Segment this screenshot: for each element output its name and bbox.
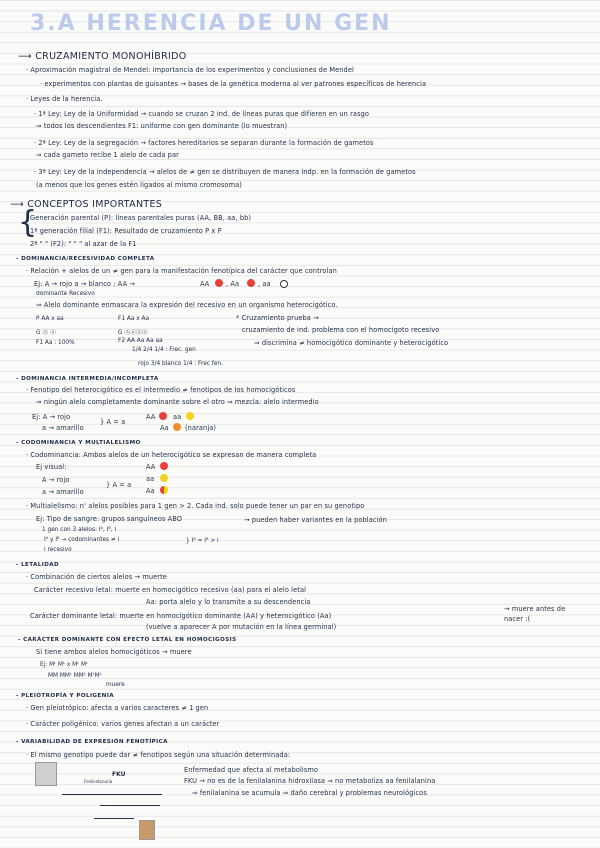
text-line: ⇒ fenilalanina se acumula ⇒ daño cerebral y problemas neurológicos xyxy=(192,789,427,797)
text-line: * Cruzamiento prueba → xyxy=(236,314,319,322)
text-line: Ej: A → rojo a → blanco : AA → xyxy=(34,280,135,288)
text-line: · 3ª Ley: Ley de la independencia → alelos de ≠ gen se distribuyen de manera indp. en la formación de gametos xyxy=(34,168,416,176)
orange-flower-icon xyxy=(173,423,181,431)
cross-line: F1 Aa : 100% xyxy=(36,340,75,346)
text-line: A → rojo xyxy=(42,476,70,484)
text-line: Iᴬ y Iᴮ → codominantes ≠ i xyxy=(44,537,120,543)
genotype-label: AA xyxy=(146,463,156,471)
text-line: · Aproximación magistral de Mendel: importancia de los experimentos y conclusiones de Mendel xyxy=(26,66,354,74)
section-heading-dominancia: - DOMINANCIA/RECESIVIDAD COMPLETA xyxy=(16,256,155,262)
genotype-label: Aa xyxy=(160,424,169,432)
text-line: (naranja) xyxy=(185,424,217,432)
section-heading-dominante-letal: - CARÁCTER DOMINANTE CON EFECTO LETAL EN HOMOCIGOSIS xyxy=(18,637,237,643)
cross-line: muere xyxy=(106,682,125,688)
yellow-flower-icon xyxy=(186,412,194,420)
section-heading-variabilidad: - VARIABILIDAD DE EXPRESIÓN FENOTÍPICA xyxy=(16,739,168,745)
red-flower-icon xyxy=(159,412,167,420)
text-line: a → amarillo xyxy=(42,488,84,496)
section-heading-codominancia: - CODOMINANCIA Y MULTIALELISMO xyxy=(16,440,141,446)
section-heading-intermedia: - DOMINANCIA INTERMEDIA/INCOMPLETA xyxy=(16,376,159,382)
text-line: i recesivo xyxy=(44,547,72,553)
text-line: Si tiene ambos alelos homocigóticos → muere xyxy=(36,648,192,656)
page-title: 3.A HERENCIA DE UN GEN xyxy=(30,11,392,36)
text-line: · Fenotipo del heterocigótico es el intermedio ≠ fenotipos de los homocigóticos xyxy=(26,386,296,394)
red-flower-icon xyxy=(215,279,223,287)
text-line: a → amarillo xyxy=(42,424,84,432)
genotype-label: AA xyxy=(200,280,210,288)
genotype-label: , Aa xyxy=(226,280,240,288)
text-line: (a menos que los genes estén ligados al mismo cromosoma) xyxy=(36,181,242,189)
genotype-label: AA xyxy=(146,413,156,421)
text-line: → pueden haber variantes en la población xyxy=(244,516,387,524)
figure-title: FKU xyxy=(112,771,126,778)
genotype-label: , aa xyxy=(258,280,271,288)
text-line: Carácter recesivo letal: muerte en homocigótico recesivo (aa) para el alelo letal xyxy=(34,586,307,594)
genotype-label: aa xyxy=(173,413,182,421)
text-line: ⇒ Alelo dominante enmascara la expresión del recesivo en un organismo heterocigótico. xyxy=(36,301,338,309)
section-heading-cruzamiento: ⟶ CRUZAMIENTO MONOHÍBRIDO xyxy=(18,51,187,62)
red-flower-icon xyxy=(247,279,255,287)
cross-line: G ⒶⓐⒶⓐ xyxy=(118,330,148,336)
text-line: · experimentos con plantas de guisantes → bases de la genética moderna al ver patrones específicos de herencia xyxy=(40,80,427,88)
brace-icon: { xyxy=(18,205,38,240)
text-line: · Multialelismo: n' alelos posibles para 1 gen > 2. Cada ind. solo puede tener un par en su genotipo xyxy=(26,502,365,510)
section-heading-pleiotropia: - PLEIOTROPÍA Y POLIGENIA xyxy=(16,693,114,699)
text-line: · Codominancia: Ambos alelos de un heterocigótico se expresan de manera completa xyxy=(26,451,317,459)
red-flower-icon xyxy=(160,462,168,470)
text-line: → muere antes de nacer :( xyxy=(504,605,566,623)
white-flower-icon xyxy=(280,280,288,288)
text-line: · 1ª Ley: Ley de la Uniformidad → cuando se cruzan 2 ind. de líneas puras que difieren en un rasgo xyxy=(34,110,370,118)
text-line: · El mismo genotipo puede dar ≠ fenotipos según una situación determinada: xyxy=(26,751,291,759)
text-line: ⇒ cada gameto recibe 1 alelo de cada par xyxy=(36,151,179,159)
pedigree-line xyxy=(94,818,134,819)
text-line: · Relación + alelos de un ≠ gen para la manifestación fenotípica del carácter que controlan xyxy=(26,267,337,275)
text-line: · Gen pleiotrópico: afecta a varios caracteres ≠ 1 gen xyxy=(26,704,209,712)
cross-line: MM MMᴸ MMᴸ MᴸMᴸ xyxy=(48,673,102,679)
text-line: Ej visual: xyxy=(36,463,67,471)
text-line: · Leyes de la herencia. xyxy=(26,95,103,103)
text-line: Generación parental (P): líneas parentales puras (AA, BB, aa, bb) xyxy=(30,214,252,222)
cross-line: Ej: Mᴸ Mᴸ x Mᴸ Mᴸ xyxy=(40,662,89,668)
portrait-photo xyxy=(35,762,57,786)
text-line: ⇒ ningún alelo completamente dominante sobre el otro ⇒ mezcla: alelo intermedio xyxy=(36,398,319,406)
cross-line: F1 Aa x Aa xyxy=(118,316,150,322)
yellow-half-icon xyxy=(164,486,168,494)
text-line: ⇒ discrimina ≠ homocigótico dominante y heterocigótico xyxy=(254,339,449,347)
cross-line: rojo 3/4 blanco 1/4 : Frec fen. xyxy=(138,361,223,367)
text-line: 1ª generación filial (F1): Resultado de cruzamiento P x P xyxy=(30,227,222,235)
text-line: } A = a xyxy=(100,418,126,426)
text-line: } A = a xyxy=(106,481,132,489)
genotype-label: Aa xyxy=(146,487,155,495)
text-line: 1 gen con 3 alelos: Iᴬ, Iᴮ, i xyxy=(42,527,117,533)
text-line: · Combinación de ciertos alelos → muerte xyxy=(26,573,167,581)
text-line: Aa: porta alelo y lo transmite a su descendencia xyxy=(146,598,311,606)
cross-line: F2 AA Aa Aa aa xyxy=(118,338,163,344)
text-line: } Iᴬ = Iᴮ > i xyxy=(186,538,219,544)
genotype-label: aa xyxy=(146,475,155,483)
cross-line: G Ⓐ ⓐ xyxy=(36,330,56,336)
text-line: 2ª " " (F2): " " " al azar de la F1 xyxy=(30,240,137,248)
text-line: Carácter dominante letal: muerte en homocigótico dominante (AA) y heterocigótico (Aa) xyxy=(30,612,332,620)
cross-line: P AA x aa xyxy=(36,316,64,322)
text-line: ⇒ todos los descendientes F1: uniforme con gen dominante (lo muestran) xyxy=(36,122,288,130)
figure-subtitle: Fenilcetonuria xyxy=(84,779,113,784)
text-line: · Carácter poligénico: varios genes afectan a un carácter xyxy=(26,720,220,728)
text-line: dominante Recesivo xyxy=(36,291,95,297)
pedigree-line xyxy=(62,794,162,795)
text-line: cruzamiento de ind. problema con el homocigoto recesivo xyxy=(242,326,440,334)
section-heading-letalidad: - LETALIDAD xyxy=(16,562,60,568)
sample-photo xyxy=(139,820,155,840)
text-line: · 2ª Ley: Ley de la segregación → factores hereditarios se separan durante la formación de gametos xyxy=(34,139,374,147)
cross-line: 1/4 2/4 1/4 : Frec. gen xyxy=(132,347,196,353)
text-line: Ej: A → rojo xyxy=(32,413,71,421)
text-line: Ej: Tipo de sangre: grupos sanguíneos ABO xyxy=(36,515,183,523)
pedigree-line xyxy=(100,805,160,806)
text-line: Enfermedad que afecta al metabolismo xyxy=(184,766,319,774)
text-line: FKU → no es de la fenilalanina hidroxilasa ⇒ no metaboliza aa fenilalanina xyxy=(184,777,436,785)
section-heading-conceptos: ⟶ CONCEPTOS IMPORTANTES xyxy=(10,199,163,210)
yellow-flower-icon xyxy=(160,474,168,482)
text-line: (vuelve a aparecer A por mutación en la línea germinal) xyxy=(146,623,337,631)
